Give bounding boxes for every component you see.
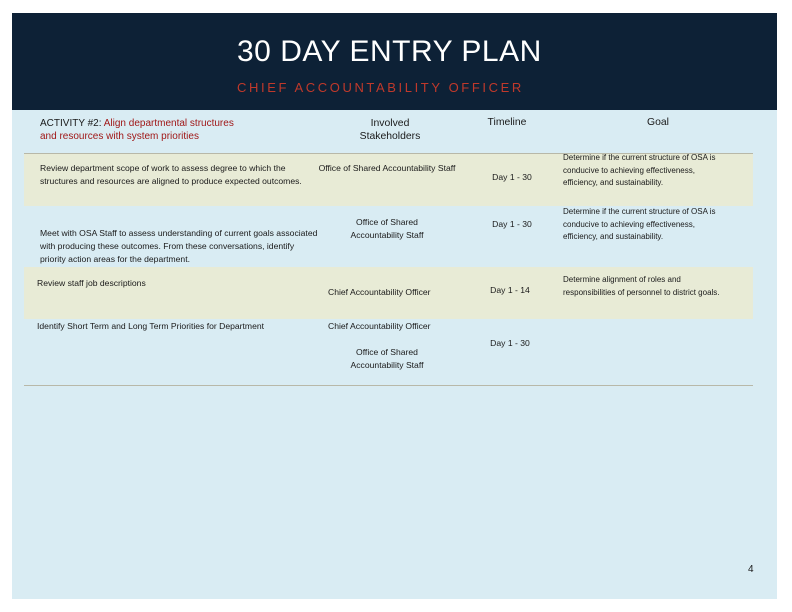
column-header-timeline: Timeline [487, 117, 527, 128]
row-4-stakeholders-2: Office of Shared Accountability Staff [350, 347, 424, 370]
column-header-stakeholders: Involved Stakeholders [359, 118, 421, 142]
row-1-goal: Determine if the current structure of OSA is conducive to achieving effectiveness, efficiency, and sustainability. [563, 153, 716, 187]
row-2-goal: Determine if the current structure of OSA is conducive to achieving effectiveness, efficiency, and sustainability. [563, 207, 716, 241]
row-3-timeline: Day 1 - 14 [490, 285, 530, 295]
row-1-timeline: Day 1 - 30 [492, 172, 532, 182]
table-bottom-line [24, 385, 753, 386]
row-3-task: Review staff job descriptions [37, 278, 146, 288]
row-3-stakeholders: Chief Accountability Officer [328, 287, 431, 297]
row-1-stakeholders: Office of Shared Accountability Staff [318, 163, 456, 173]
page-number: 4 [748, 564, 754, 575]
page-subtitle: CHIEF ACCOUNTABILITY OFFICER [237, 80, 524, 95]
row-1-task: Review department scope of work to assess degree to which the structures and resources are aligned to produce expected outcomes. [40, 163, 302, 186]
page-title: 30 DAY ENTRY PLAN [237, 35, 542, 68]
row-4-stakeholders: Chief Accountability Officer [328, 321, 431, 331]
title-bar [12, 13, 777, 110]
row-4-timeline: Day 1 - 30 [490, 338, 530, 348]
activity-header: ACTIVITY #2: Align departmental structures and resources with system priorities [40, 118, 234, 142]
row-2-timeline: Day 1 - 30 [492, 219, 532, 229]
column-header-goal: Goal [647, 117, 669, 128]
row-2-task: Meet with OSA Staff to assess understanding of current goals associated with producing these outcomes. From these conversations, identify priority action areas for the department. [40, 228, 318, 264]
row-4-task: Identify Short Term and Long Term Priorities for Department [37, 321, 265, 331]
row-3-goal: Determine alignment of roles and responsibilities of personnel to district goals. [563, 275, 720, 297]
row-2-stakeholders: Office of Shared Accountability Staff [350, 217, 424, 240]
